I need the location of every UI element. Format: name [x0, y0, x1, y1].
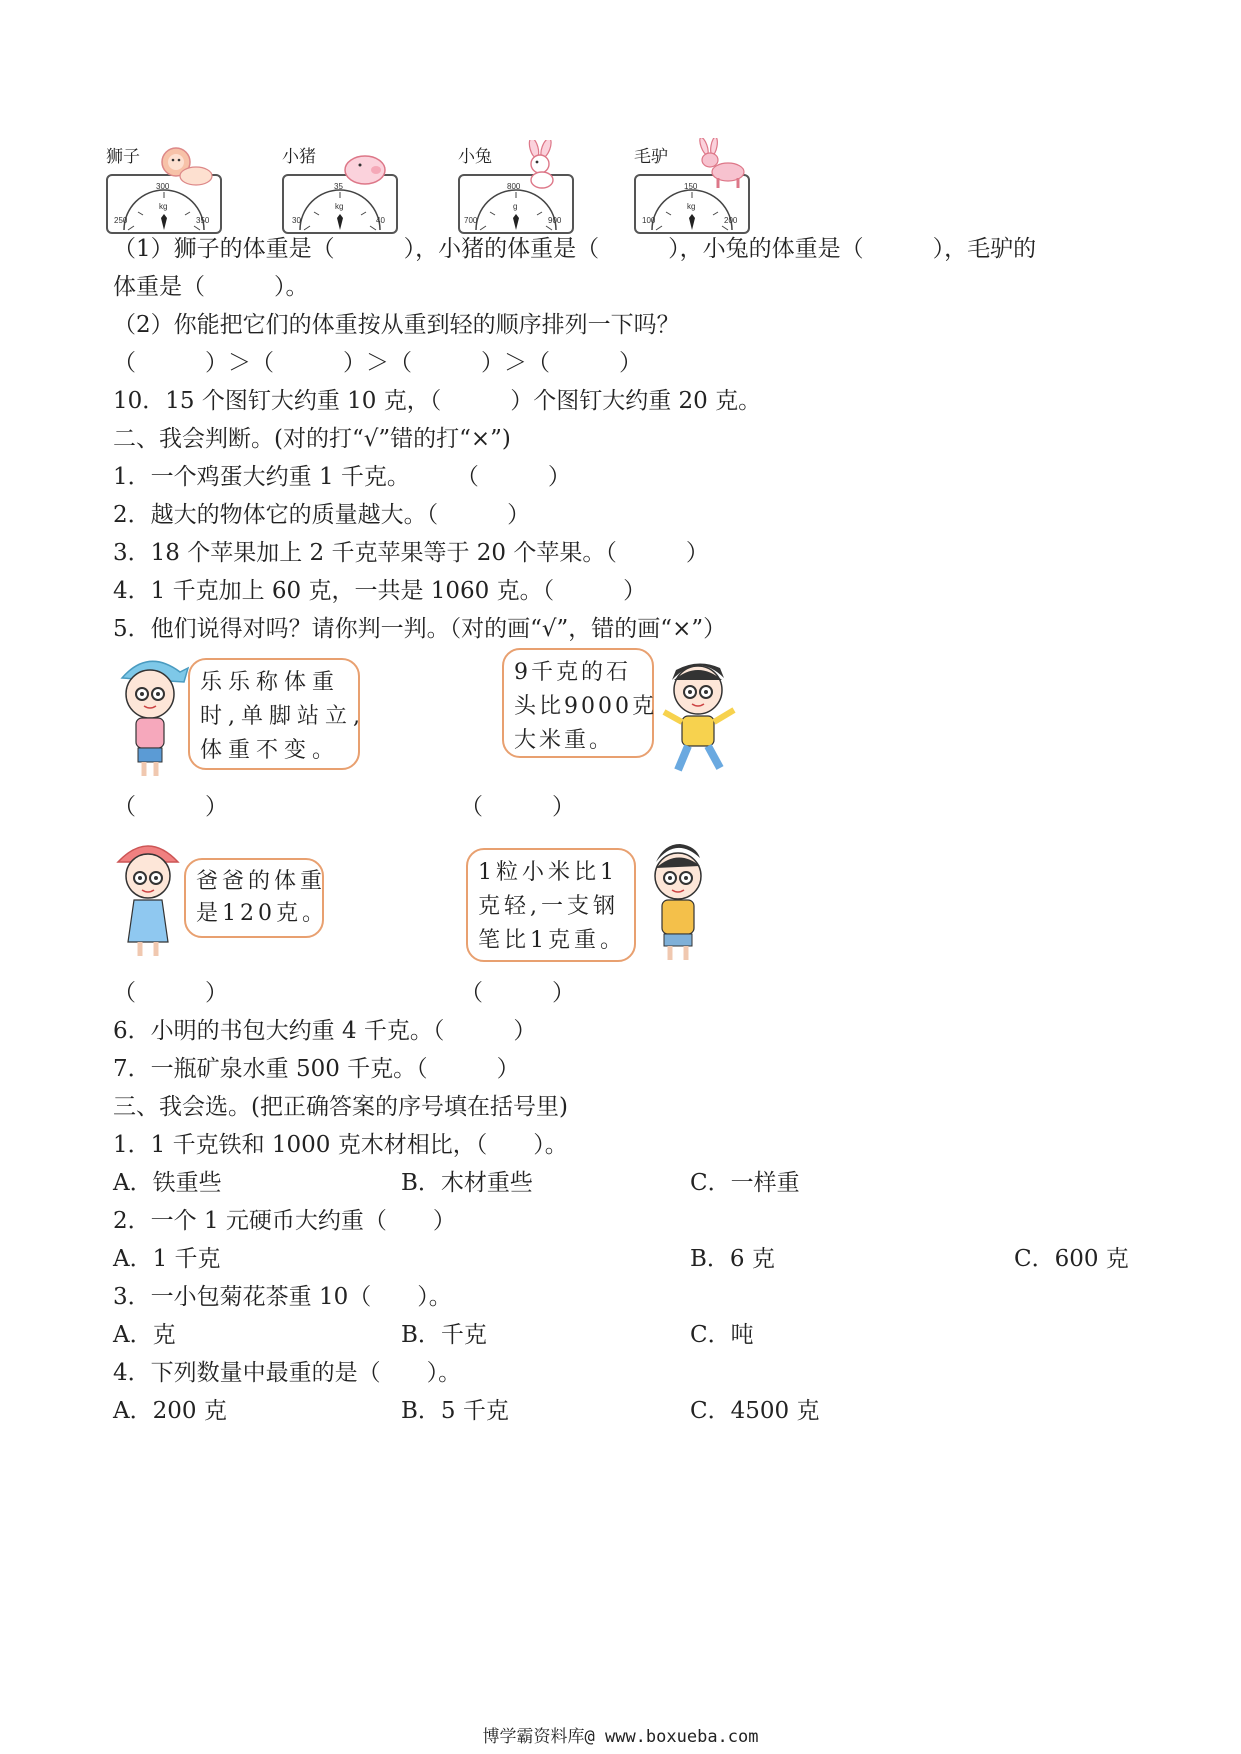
scale-rabbit	[456, 142, 574, 234]
scale-pig	[280, 142, 398, 234]
lion-icon	[156, 144, 216, 190]
scale-donkey	[632, 142, 750, 234]
rabbit-icon	[520, 140, 568, 190]
judge-7: 7．一瓶矿泉水重 500 千克。（ ）	[113, 1056, 520, 1082]
tick-top: 300	[156, 182, 170, 191]
choice-3-option-a: A．克	[113, 1322, 176, 1348]
tick-left: 100	[642, 216, 656, 225]
girl-pink-hat-icon	[108, 834, 188, 962]
scale-lion	[104, 142, 222, 234]
judge-5-paren-1: （ ）	[113, 794, 228, 820]
scale-label: 小猪	[282, 147, 316, 166]
choice-2-option-c: C．600 克	[1014, 1246, 1129, 1272]
speech-bubble-3: 爸爸的体重 是120克。	[184, 858, 324, 938]
choice-4-option-a: A．200 克	[113, 1398, 227, 1424]
judge-5-paren-3: （ ）	[113, 980, 228, 1006]
tick-right: 200	[724, 216, 738, 225]
tick-left: 30	[292, 216, 301, 225]
question-2-text: （2）你能把它们的体重按从重到轻的顺序排列一下吗？	[113, 312, 680, 338]
choice-1-option-c: C．一样重	[690, 1170, 800, 1196]
question-1-text-cont: 体重是（ ）。	[113, 274, 309, 300]
footer-watermark: 博学霸资料库@ www.boxueba.com	[482, 1727, 759, 1747]
section-2-title: 二、我会判断。(对的打“√”错的打“×”)	[113, 426, 511, 452]
choice-4-option-c: C．4500 克	[690, 1398, 820, 1424]
judge-6: 6．小明的书包大约重 4 千克。（ ）	[113, 1018, 537, 1044]
tick-top: 150	[684, 182, 698, 191]
tick-right: 900	[548, 216, 562, 225]
tick-right: 350	[196, 216, 210, 225]
girl-blue-cap-icon	[108, 648, 198, 782]
question-2-answer: （ ）＞（ ）＞（ ）＞（ ）	[113, 350, 642, 376]
tick-left: 700	[464, 216, 478, 225]
section-3-title: 三、我会选。(把正确答案的序号填在括号里)	[113, 1094, 568, 1120]
question-1-text: （1）狮子的体重是（ ），小猪的体重是（ ），小兔的体重是（ ），毛驴的	[113, 236, 1037, 262]
tick-unit: kg	[159, 202, 168, 211]
scale-label: 毛驴	[634, 147, 668, 166]
tick-top: 35	[334, 182, 343, 191]
pig-icon	[340, 146, 390, 188]
choice-2-option-b: B．6 克	[690, 1246, 775, 1272]
choice-1-option-a: A．铁重些	[113, 1170, 222, 1196]
judge-1: 1．一个鸡蛋大约重 1 千克。 （ ）	[113, 464, 571, 490]
tick-top: 800	[507, 182, 521, 191]
tick-unit: g	[513, 202, 518, 211]
choice-4: 4．下列数量中最重的是（ ）。	[113, 1360, 462, 1386]
speech-bubble-1: 乐乐称体重 时,单脚站立, 体重不变。	[188, 658, 360, 770]
judge-5-paren-4: （ ）	[460, 980, 575, 1006]
tick-left: 250	[114, 216, 128, 225]
tick-unit: kg	[335, 202, 344, 211]
speech-bubble-2: 9千克的石 头比9000克 大米重。	[502, 648, 654, 758]
tick-right: 40	[376, 216, 385, 225]
scale-label: 狮子	[106, 147, 140, 166]
question-10: 10．15 个图钉大约重 10 克，（ ）个图钉大约重 20 克。	[113, 388, 762, 414]
judge-5: 5．他们说得对吗？请你判一判。（对的画“√”，错的画“×”）	[113, 616, 727, 642]
choice-1: 1．1 千克铁和 1000 克木材相比，（ ）。	[113, 1132, 568, 1158]
choice-3-option-b: B．千克	[401, 1322, 487, 1348]
choice-2: 2．一个 1 元硬币大约重（ ）	[113, 1208, 456, 1234]
judge-5-paren-2: （ ）	[460, 794, 575, 820]
boy-yellow-jacket-icon	[654, 650, 746, 778]
judge-3: 3．18 个苹果加上 2 千克苹果等于 20 个苹果。（ ）	[113, 540, 709, 566]
speech-bubble-4: 1粒小米比1 克轻,一支钢 笔比1克重。	[466, 848, 636, 962]
choice-3: 3．一小包菊花茶重 10（ ）。	[113, 1284, 452, 1310]
choice-2-option-a: A．1 千克	[113, 1246, 221, 1272]
boy-hoodie-icon	[636, 836, 722, 966]
judge-4: 4．1 千克加上 60 克，一共是 1060 克。（ ）	[113, 578, 647, 604]
choice-1-option-b: B．木材重些	[401, 1170, 533, 1196]
tick-unit: kg	[687, 202, 696, 211]
choice-3-option-c: C．吨	[690, 1322, 754, 1348]
judge-2: 2．越大的物体它的质量越大。（ ）	[113, 502, 531, 528]
scale-label: 小兔	[458, 147, 492, 166]
donkey-icon	[692, 138, 748, 190]
choice-4-option-b: B．5 千克	[401, 1398, 509, 1424]
